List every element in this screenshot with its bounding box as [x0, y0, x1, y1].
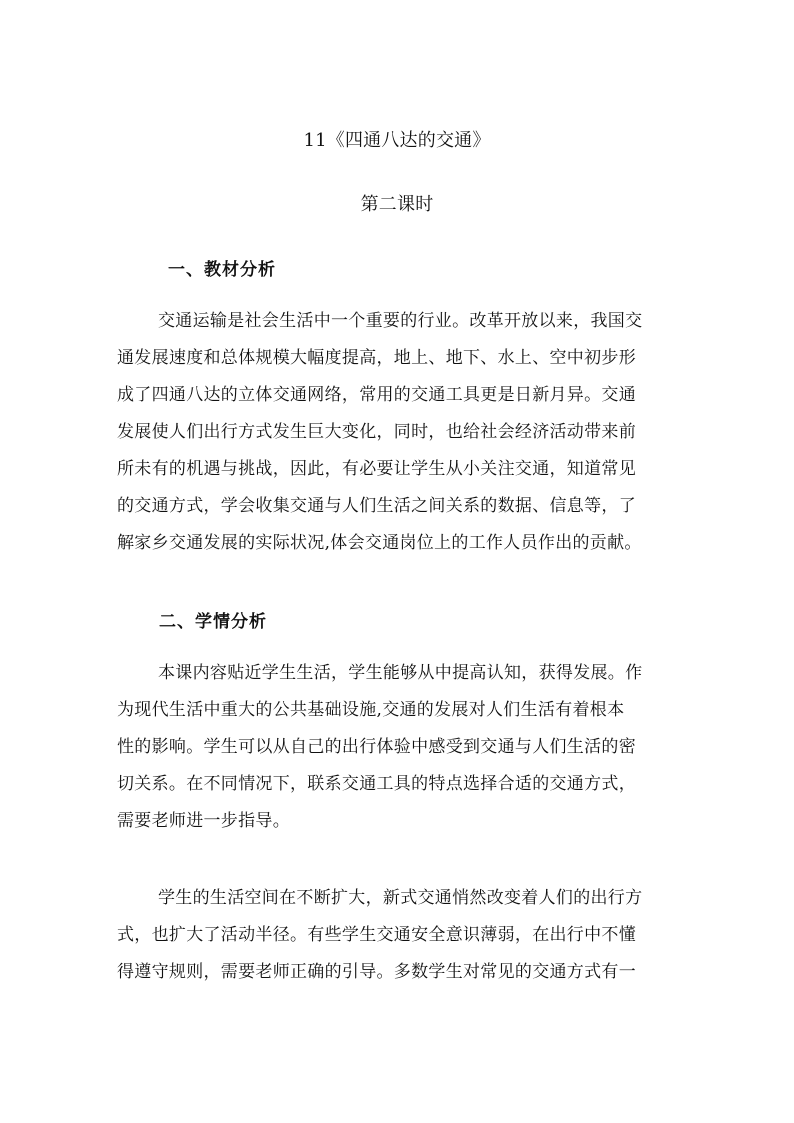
- paragraph-line: 为现代生活中重大的公共基础设施,交通的发展对人们生活有着根本: [117, 700, 625, 720]
- paragraph-line: 发展使人们出行方式发生巨大变化，同时，也给社会经济活动带来前: [117, 422, 636, 442]
- paragraph-line: 成了四通八达的立体交通网络，常用的交通工具更是日新月异。交通: [117, 385, 636, 405]
- document-subtitle: 第二课时: [360, 194, 434, 215]
- paragraph-line: 式，也扩大了活动半径。有些学生交通安全意识薄弱，在出行中不懂: [117, 925, 636, 945]
- paragraph-line: 通发展速度和总体规模大幅度提高，地上、地下、水上、空中初步形: [117, 348, 636, 368]
- document-title: 11《四通八达的交通》: [303, 130, 491, 151]
- section-heading-student-analysis: 二、学情分析: [159, 612, 267, 632]
- paragraph-line: 切关系。在不同情况下，联系交通工具的特点选择合适的交通方式，: [117, 774, 636, 794]
- paragraph-line: 的交通方式，学会收集交通与人们生活之间关系的数据、信息等，了: [117, 496, 636, 516]
- paragraph-line: 需要老师进一步指导。: [117, 811, 290, 831]
- section-heading-textbook-analysis: 一、教材分析: [168, 260, 276, 280]
- paragraph-line: 解家乡交通发展的实际状况,体会交通岗位上的工作人员作出的贡献。: [117, 533, 642, 553]
- paragraph-line: 本课内容贴近学生生活，学生能够从中提高认知，获得发展。作: [158, 663, 643, 683]
- paragraph-line: 交通运输是社会生活中一个重要的行业。改革开放以来，我国交: [158, 311, 643, 331]
- paragraph-line: 性的影响。学生可以从自己的出行体验中感受到交通与人们生活的密: [117, 737, 636, 757]
- paragraph-line: 学生的生活空间在不断扩大，新式交通悄然改变着人们的出行方: [158, 888, 643, 908]
- paragraph-line: 所未有的机遇与挑战，因此，有必要让学生从小关注交通，知道常见: [117, 459, 636, 479]
- paragraph-line: 得遵守规则，需要老师正确的引导。多数学生对常见的交通方式有一: [117, 962, 636, 982]
